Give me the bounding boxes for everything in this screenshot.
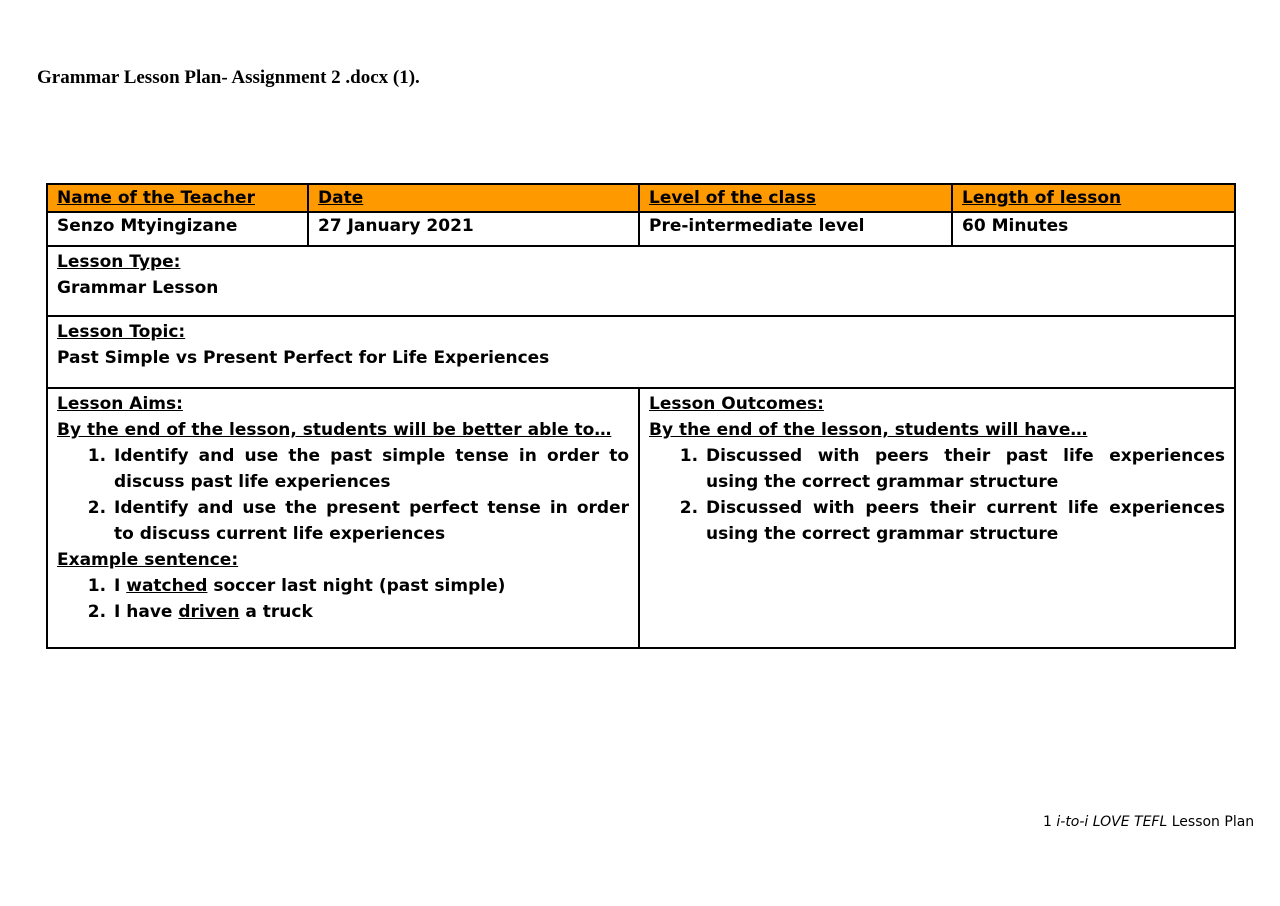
lesson-outcomes-cell — [639, 388, 1235, 648]
lesson-plan-table — [46, 183, 1236, 649]
lesson-outcomes-label: Lesson Outcomes: — [649, 394, 824, 414]
document-title: Grammar Lesson Plan- Assignment 2 .docx (1). — [37, 67, 420, 88]
lesson-topic-value: Past Simple vs Present Perfect for Life Experiences — [57, 348, 550, 368]
date-header-cell — [308, 184, 639, 212]
lesson-aims-label: Lesson Aims: — [57, 394, 183, 414]
lesson-type-row — [47, 246, 1235, 316]
list-item: 2. I have driven a truck — [112, 599, 629, 625]
lesson-aims-list — [57, 443, 629, 547]
footer-brand: i-to-i LOVE TEFL — [1056, 814, 1168, 830]
underlined-verb: driven — [178, 602, 240, 622]
page-number: 1 — [1043, 814, 1052, 830]
lesson-type-cell — [47, 246, 1235, 316]
lesson-outcomes-list — [649, 443, 1225, 547]
header-row — [47, 184, 1235, 212]
example-sentence-label: Example sentence: — [57, 550, 239, 570]
teacher-header-label: Name of the Teacher — [57, 188, 255, 208]
info-row — [47, 212, 1235, 246]
lesson-topic-cell — [47, 316, 1235, 388]
level-cell: Pre-intermediate level — [639, 212, 952, 246]
list-item: 1. I watched soccer last night (past simple) — [112, 573, 629, 599]
length-header-cell — [952, 184, 1235, 212]
list-item: 2. Identify and use the present perfect tense in order to discuss current life experiences — [112, 495, 629, 547]
footer-suffix: Lesson Plan — [1171, 814, 1255, 830]
length-header-label: Length of lesson — [962, 188, 1122, 208]
lesson-topic-label: Lesson Topic: — [57, 322, 186, 342]
lesson-outcomes-intro: By the end of the lesson, students will have… — [649, 420, 1088, 440]
example-sentence-list — [57, 573, 629, 625]
level-header-label: Level of the class — [649, 188, 817, 208]
date-header-label: Date — [318, 188, 364, 208]
teacher-name-cell: Senzo Mtyingizane — [47, 212, 308, 246]
lesson-type-value: Grammar Lesson — [57, 278, 219, 298]
page-footer — [1043, 814, 1254, 830]
underlined-verb: watched — [126, 576, 208, 596]
list-item: 1. Discussed with peers their past life experiences using the correct grammar structure — [704, 443, 1225, 495]
date-cell: 27 January 2021 — [308, 212, 639, 246]
lesson-type-label: Lesson Type: — [57, 252, 181, 272]
list-item: 1. Identify and use the past simple tense in order to discuss past life experiences — [112, 443, 629, 495]
teacher-header-cell — [47, 184, 308, 212]
length-cell: 60 Minutes — [952, 212, 1235, 246]
lesson-topic-row — [47, 316, 1235, 388]
level-header-cell — [639, 184, 952, 212]
lesson-aims-cell — [47, 388, 639, 648]
aims-outcomes-row — [47, 388, 1235, 648]
lesson-aims-intro: By the end of the lesson, students will be better able to… — [57, 420, 612, 440]
list-item: 2. Discussed with peers their current life experiences using the correct grammar structure — [704, 495, 1225, 547]
